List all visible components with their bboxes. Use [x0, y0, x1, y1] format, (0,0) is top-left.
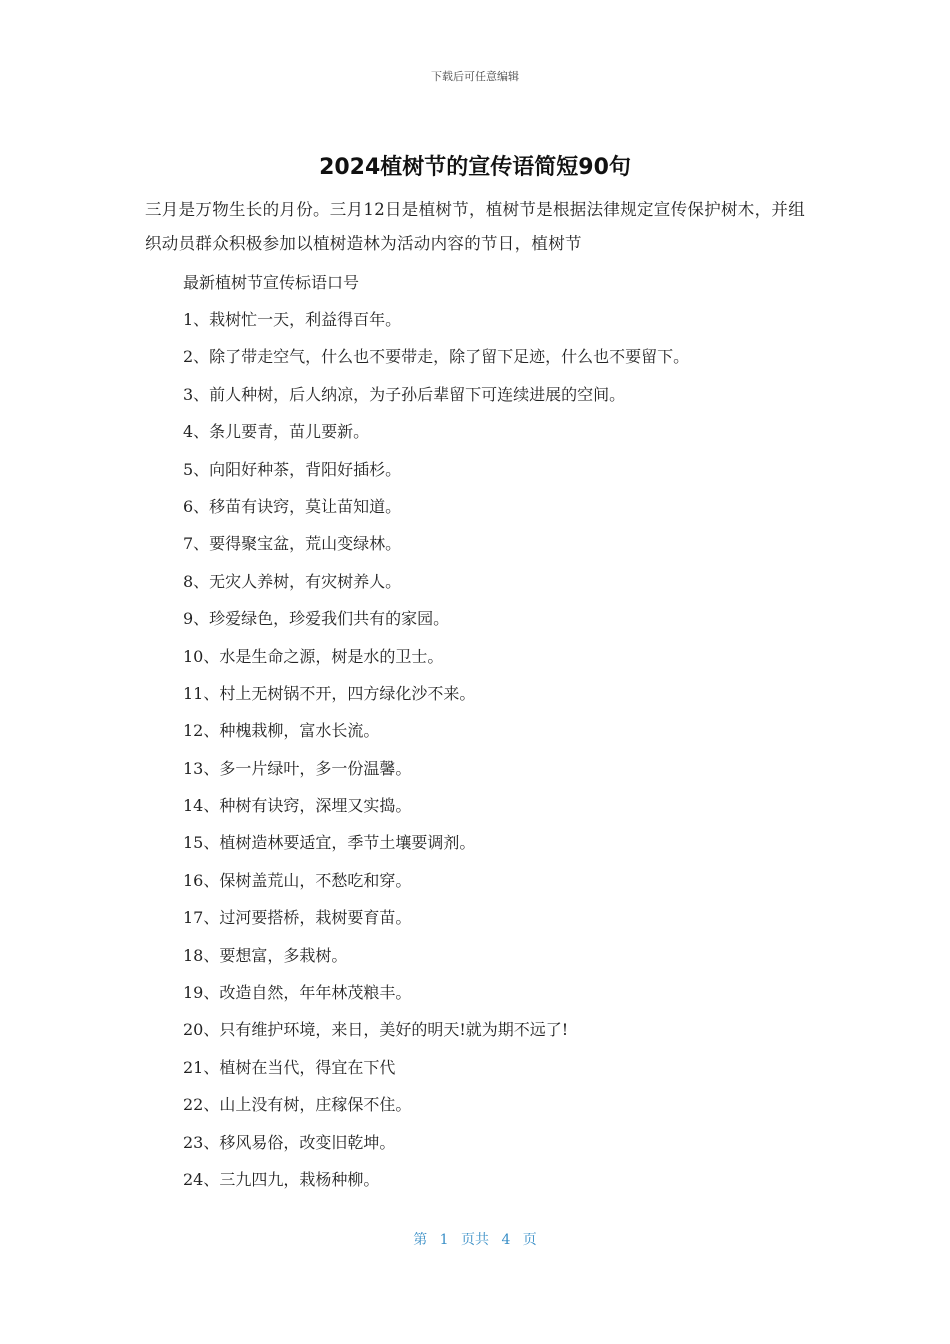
document-title: 2024植树节的宣传语简短90句	[319, 155, 631, 180]
slogan-item: 16、保树盖荒山，不愁吃和穿。	[183, 870, 412, 890]
slogan-item: 8、无灾人养树，有灾树养人。	[183, 571, 402, 591]
slogan-item: 20、只有维护环境，来日，美好的明天!就为期不远了!	[183, 1020, 569, 1040]
slogan-item: 14、种树有诀窍，深埋又实捣。	[183, 796, 412, 816]
page-footer: 第 1 页共 4 页	[413, 1232, 537, 1248]
header-note: 下载后可任意编辑	[431, 70, 519, 83]
slogan-item: 2、除了带走空气，什么也不要带走，除了留下足迹，什么也不要留下。	[183, 347, 690, 367]
slogan-item: 19、改造自然，年年林茂粮丰。	[183, 983, 412, 1003]
slogan-item: 6、移苗有诀窍，莫让苗知道。	[183, 496, 402, 516]
slogan-item: 22、山上没有树，庄稼保不住。	[183, 1095, 412, 1115]
slogan-item: 5、向阳好种茶，背阳好插杉。	[183, 459, 402, 479]
slogan-item: 1、栽树忙一天，利益得百年。	[183, 310, 402, 329]
slogan-item: 7、要得聚宝盆，荒山变绿林。	[183, 534, 402, 554]
slogan-item: 21、植树在当代，得宜在下代	[183, 1057, 396, 1077]
slogan-item: 3、前人种树，后人纳凉，为子孙后辈留下可连续进展的空间。	[183, 384, 626, 404]
slogan-item: 18、要想富，多栽树。	[183, 945, 348, 965]
slogan-item: 24、三九四九，栽杨种柳。	[183, 1169, 380, 1189]
section-subheading: 最新植树节宣传标语口号	[183, 273, 360, 292]
slogan-item: 15、植树造林要适宜，季节土壤要调剂。	[183, 833, 476, 853]
slogan-item: 12、种槐栽柳，富水长流。	[183, 721, 380, 741]
slogan-item: 17、过河要搭桥，栽树要育苗。	[183, 908, 412, 928]
slogan-item: 10、水是生命之源，树是水的卫士。	[183, 646, 444, 666]
slogan-item: 11、村上无树锅不开，四方绿化沙不来。	[183, 683, 476, 703]
slogan-item: 23、移风易俗，改变旧乾坤。	[183, 1132, 396, 1152]
intro-paragraph: 三月是万物生长的月份。三月12日是植树节，植树节是根据法律规定宣传保护树木，并组织动员群众积极参加以植树造林为活动内容的节日，植树节	[145, 200, 805, 253]
slogan-item: 9、珍爱绿色，珍爱我们共有的家园。	[183, 609, 450, 629]
slogan-list	[183, 307, 689, 1204]
slogan-item: 4、条儿要青，苗儿要新。	[183, 422, 370, 442]
slogan-item: 13、多一片绿叶，多一份温馨。	[183, 758, 412, 778]
